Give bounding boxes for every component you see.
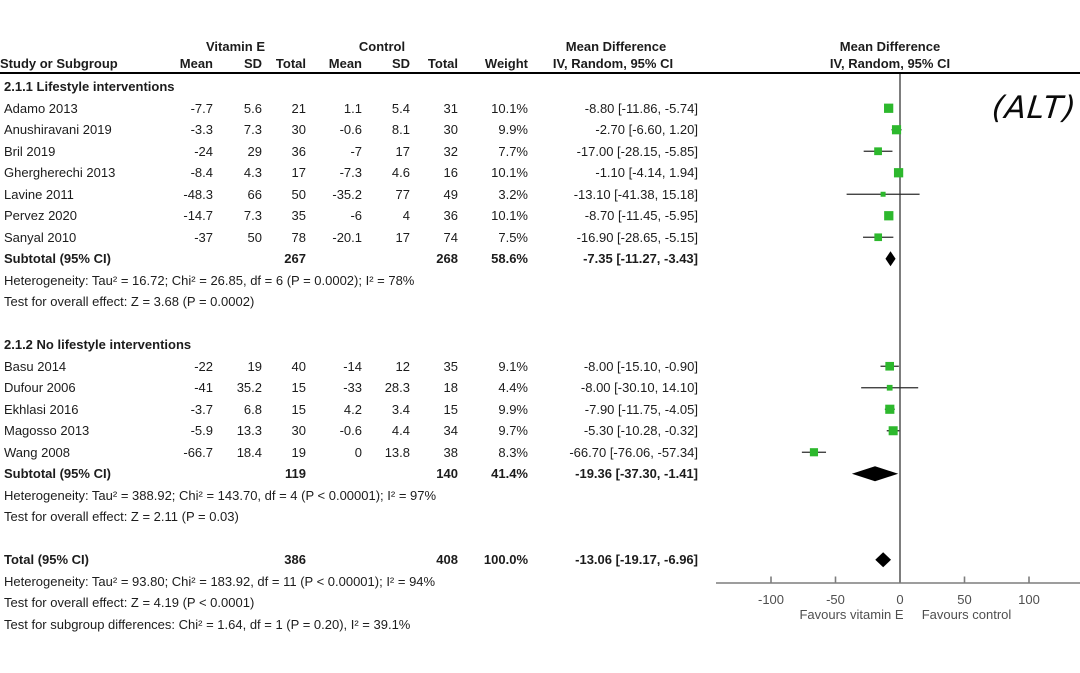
cell-c-total: 35	[443, 358, 458, 374]
cell-e-total: 21	[291, 100, 306, 116]
cell-e-sd: 18.4	[236, 444, 262, 460]
cell-e-total: 35	[291, 208, 306, 223]
cell-c-total: 140	[436, 466, 458, 481]
axis-tick-label: 0	[896, 592, 904, 607]
cell-study: Anushiravani 2019	[4, 122, 112, 137]
group-header-control: Control	[358, 39, 406, 54]
statistics-text-row: Test for overall effect: Z = 2.11 (P = 0.03)	[4, 509, 239, 524]
study-point-marker	[884, 211, 893, 220]
subgroup-header-row	[0, 76, 704, 98]
cell-c-mean: -35.2	[332, 186, 362, 202]
cell-c-sd: 17	[395, 143, 410, 159]
statistics-text-row: Heterogeneity: Tau² = 93.80; Chi² = 183.92, df = 11 (P < 0.00001); I² = 94%	[4, 573, 436, 589]
cell-weight: 9.7%	[498, 423, 528, 438]
cell-c-total: 34	[443, 423, 458, 438]
cell-e-mean	[165, 549, 213, 571]
cell-e-total: 19	[291, 444, 306, 460]
cell-e-total: 40	[291, 358, 306, 374]
cell-ci: -7.90 [-11.75, -4.05]	[584, 401, 698, 417]
table-column-headers	[0, 55, 704, 72]
cell-e-mean: -3.3	[190, 122, 213, 137]
study-point-marker	[892, 125, 901, 134]
favours-left-label: Favours vitamin E	[799, 607, 904, 622]
total-row	[0, 549, 704, 571]
subgroup-label: 2.1.1 Lifestyle interventions	[4, 79, 175, 94]
cell-weight: 3.2%	[498, 186, 528, 202]
cell-e-sd: 13.3	[236, 423, 262, 438]
pooled-diamond	[852, 466, 898, 481]
cell-c-sd: 3.4	[391, 401, 410, 417]
cell-weight: 8.3%	[498, 444, 528, 460]
study-row	[0, 227, 704, 249]
cell-e-sd: 5.6	[243, 100, 262, 116]
cell-ci: -16.90 [-28.65, -5.15]	[576, 229, 698, 245]
cell-e-mean: -5.9	[190, 423, 213, 438]
cell-study: Sanyal 2010	[4, 229, 77, 245]
subgroup-label: 2.1.2 No lifestyle interventions	[4, 337, 192, 352]
cell-c-total: 408	[436, 552, 458, 567]
cell-c-mean: -0.6	[339, 122, 362, 137]
cell-e-total: 30	[291, 122, 306, 137]
cell-study: Subtotal (95% CI)	[4, 251, 111, 266]
cell-c-sd: 4.4	[391, 423, 410, 438]
cell-e-sd: 7.3	[243, 208, 262, 223]
statistics-text-row: Heterogeneity: Tau² = 16.72; Chi² = 26.85, df = 6 (P = 0.0002); I² = 78%	[4, 272, 415, 288]
cell-weight: 9.1%	[498, 358, 528, 374]
col-e-mean: Mean	[179, 56, 213, 71]
study-row	[0, 205, 704, 227]
favours-right-label: Favours control	[921, 607, 1012, 622]
study-point-marker	[885, 405, 894, 414]
plot-header: Mean Difference	[839, 39, 941, 54]
cell-c-total: 74	[443, 229, 458, 245]
cell-c-mean: -14	[343, 358, 362, 374]
study-row	[0, 141, 704, 163]
cell-weight: 100.0%	[483, 552, 528, 567]
cell-weight: 58.6%	[491, 251, 528, 266]
cell-c-total: 49	[443, 186, 458, 202]
cell-c-sd	[362, 549, 410, 571]
study-row	[0, 98, 704, 120]
cell-ci: -17.00 [-28.15, -5.85]	[576, 143, 698, 159]
cell-c-total: 38	[443, 444, 458, 460]
statistics-text-row: Test for overall effect: Z = 3.68 (P = 0.0002)	[4, 294, 255, 309]
study-row	[0, 162, 704, 184]
spacer-row	[0, 528, 704, 550]
cell-c-total: 30	[443, 122, 458, 137]
axis-tick-label: -100	[757, 592, 785, 607]
cell-ci: -66.70 [-76.06, -57.34]	[569, 444, 698, 460]
study-row	[0, 377, 704, 399]
study-row	[0, 119, 704, 141]
cell-e-mean: -41	[194, 380, 213, 395]
cell-c-mean	[306, 549, 362, 571]
cell-ci: -1.10 [-4.14, 1.94]	[595, 165, 698, 180]
cell-c-sd	[362, 248, 410, 270]
cell-e-mean	[165, 248, 213, 270]
study-point-marker	[881, 192, 886, 197]
cell-c-sd	[362, 463, 410, 485]
alt-annotation: (ALT)	[990, 90, 1079, 126]
cell-study: Lavine 2011	[4, 186, 74, 202]
cell-c-mean: -7	[350, 143, 362, 159]
cell-c-sd: 4.6	[391, 165, 410, 180]
study-row	[0, 399, 704, 421]
cell-study: Total (95% CI)	[4, 552, 89, 567]
cell-study: Dufour 2006	[4, 380, 76, 395]
study-row	[0, 184, 704, 206]
md-column-header: Mean Difference	[565, 39, 667, 54]
cell-e-total: 50	[291, 186, 306, 202]
cell-ci: -8.00 [-30.10, 14.10]	[580, 380, 698, 395]
col-e-total: Total	[275, 56, 306, 71]
cell-ci: -8.80 [-11.86, -5.74]	[584, 100, 698, 116]
cell-c-sd: 28.3	[384, 380, 410, 395]
cell-weight: 10.1%	[491, 165, 528, 180]
cell-e-sd: 4.3	[243, 165, 262, 180]
cell-c-mean	[306, 463, 362, 485]
cell-e-total: 30	[291, 423, 306, 438]
axis-tick-label: -50	[826, 592, 845, 607]
cell-e-mean: -7.7	[190, 100, 213, 116]
pooled-diamond	[875, 552, 891, 567]
cell-e-sd	[213, 463, 262, 485]
cell-e-sd: 6.8	[243, 401, 262, 417]
cell-ci: -8.70 [-11.45, -5.95]	[584, 208, 698, 223]
cell-weight: 9.9%	[498, 401, 528, 417]
cell-c-sd: 17	[395, 229, 410, 245]
cell-study: Magosso 2013	[4, 423, 90, 438]
col-c-mean: Mean	[328, 56, 362, 71]
col-study: Study or Subgroup	[0, 56, 118, 71]
spacer-row	[0, 313, 704, 335]
cell-e-mean: -22	[194, 358, 213, 374]
cell-e-sd: 29	[247, 143, 262, 159]
plot-subheader: IV, Random, 95% CI	[829, 56, 951, 71]
axis-tick-label: 50	[957, 592, 972, 607]
cell-e-total: 15	[291, 401, 306, 417]
cell-weight: 41.4%	[491, 466, 528, 481]
statistics-text-row: Test for overall effect: Z = 4.19 (P < 0.0001)	[4, 595, 255, 610]
study-point-marker	[810, 448, 818, 456]
cell-study: Ekhlasi 2016	[4, 401, 79, 417]
study-point-marker	[894, 168, 903, 177]
statistics-text-row: Test for subgroup differences: Chi² = 1.64, df = 1 (P = 0.20), I² = 39.1%	[4, 616, 411, 632]
cell-e-sd	[213, 248, 262, 270]
cell-e-total: 78	[291, 229, 306, 245]
cell-e-mean: -66.7	[183, 444, 213, 460]
cell-e-sd: 19	[247, 358, 262, 374]
table-group-header	[0, 38, 704, 55]
cell-e-mean	[165, 463, 213, 485]
subgroup-header-row	[0, 334, 704, 356]
cell-c-mean: -20.1	[332, 229, 362, 245]
cell-c-sd: 8.1	[391, 122, 410, 137]
cell-e-total: 119	[285, 466, 306, 481]
table-rows	[0, 76, 704, 635]
cell-c-mean: 1.1	[343, 100, 362, 116]
col-c-sd: SD	[391, 56, 410, 71]
pooled-diamond	[885, 251, 895, 266]
cell-e-mean: -24	[194, 143, 213, 159]
cell-e-total: 15	[291, 380, 306, 395]
cell-weight: 7.5%	[498, 229, 528, 245]
cell-e-sd: 50	[247, 229, 262, 245]
study-point-marker	[889, 426, 898, 435]
cell-ci: -19.36 [-37.30, -1.41]	[575, 466, 698, 481]
cell-ci: -8.00 [-15.10, -0.90]	[583, 358, 698, 374]
study-point-marker	[874, 233, 882, 241]
subtotal-row	[0, 248, 704, 270]
study-point-marker	[885, 362, 894, 371]
cell-c-total: 36	[443, 208, 458, 223]
cell-study: Adamo 2013	[4, 100, 78, 116]
study-row	[0, 442, 704, 464]
cell-weight: 10.1%	[491, 208, 528, 223]
cell-c-mean: 0	[354, 444, 362, 460]
cell-e-total: 267	[284, 251, 306, 266]
cell-ci: -13.06 [-19.17, -6.96]	[575, 552, 698, 567]
cell-weight: 7.7%	[498, 143, 528, 159]
cell-e-sd: 66	[247, 186, 262, 202]
study-point-marker	[887, 385, 893, 391]
subtotal-row	[0, 463, 704, 485]
cell-c-mean	[306, 248, 362, 270]
col-ci: IV, Random, 95% CI	[552, 56, 674, 71]
cell-c-total: 15	[443, 401, 458, 417]
cell-e-total: 36	[291, 143, 306, 159]
cell-study: Basu 2014	[4, 358, 67, 374]
cell-e-mean: -48.3	[183, 186, 213, 202]
cell-ci: -7.35 [-11.27, -3.43]	[583, 251, 698, 266]
cell-ci: -13.10 [-41.38, 15.18]	[573, 186, 698, 202]
cell-e-mean: -3.7	[190, 401, 213, 417]
cell-c-sd: 12	[395, 358, 410, 374]
cell-c-total: 16	[443, 165, 458, 180]
cell-e-mean: -37	[194, 229, 213, 245]
cell-weight: 9.9%	[498, 122, 528, 137]
cell-c-total: 268	[436, 251, 458, 266]
group-header-vitamin-e: Vitamin E	[205, 39, 265, 54]
cell-c-mean: -7.3	[339, 165, 362, 180]
cell-ci: -2.70 [-6.60, 1.20]	[595, 122, 698, 137]
cell-e-sd	[213, 549, 262, 571]
cell-study: Subtotal (95% CI)	[4, 466, 111, 481]
statistics-text-row: Heterogeneity: Tau² = 388.92; Chi² = 143.70, df = 4 (P < 0.00001); I² = 97%	[4, 487, 437, 503]
cell-weight: 10.1%	[491, 100, 528, 116]
cell-e-sd: 35.2	[236, 380, 262, 395]
cell-study: Bril 2019	[4, 143, 56, 159]
cell-e-total: 17	[291, 165, 306, 180]
cell-c-sd: 77	[395, 186, 410, 202]
cell-c-sd: 5.4	[391, 100, 410, 116]
cell-weight: 4.4%	[498, 380, 528, 395]
study-row	[0, 356, 704, 378]
cell-e-total: 386	[284, 552, 306, 567]
cell-study: Ghergherechi 2013	[4, 165, 116, 180]
cell-c-total: 18	[443, 380, 458, 395]
cell-c-sd: 13.8	[384, 444, 410, 460]
study-point-marker	[874, 147, 882, 155]
study-point-marker	[884, 104, 893, 113]
cell-c-total: 32	[443, 143, 458, 159]
cell-c-mean: -0.6	[339, 423, 362, 438]
cell-c-mean: 4.2	[343, 401, 362, 417]
study-row	[0, 420, 704, 442]
cell-e-mean: -14.7	[183, 208, 213, 223]
cell-c-mean: -33	[343, 380, 362, 395]
cell-c-total: 31	[443, 100, 458, 116]
col-c-total: Total	[427, 56, 458, 71]
axis-tick-label: 100	[1018, 592, 1040, 607]
cell-study: Pervez 2020	[4, 208, 77, 223]
cell-ci: -5.30 [-10.28, -0.32]	[583, 423, 698, 438]
cell-c-mean: -6	[350, 208, 362, 223]
col-e-sd: SD	[243, 56, 262, 71]
col-weight: Weight	[484, 56, 528, 71]
cell-e-sd: 7.3	[243, 122, 262, 137]
cell-study: Wang 2008	[4, 444, 71, 460]
cell-c-sd: 4	[402, 208, 410, 223]
cell-e-mean: -8.4	[190, 165, 213, 180]
